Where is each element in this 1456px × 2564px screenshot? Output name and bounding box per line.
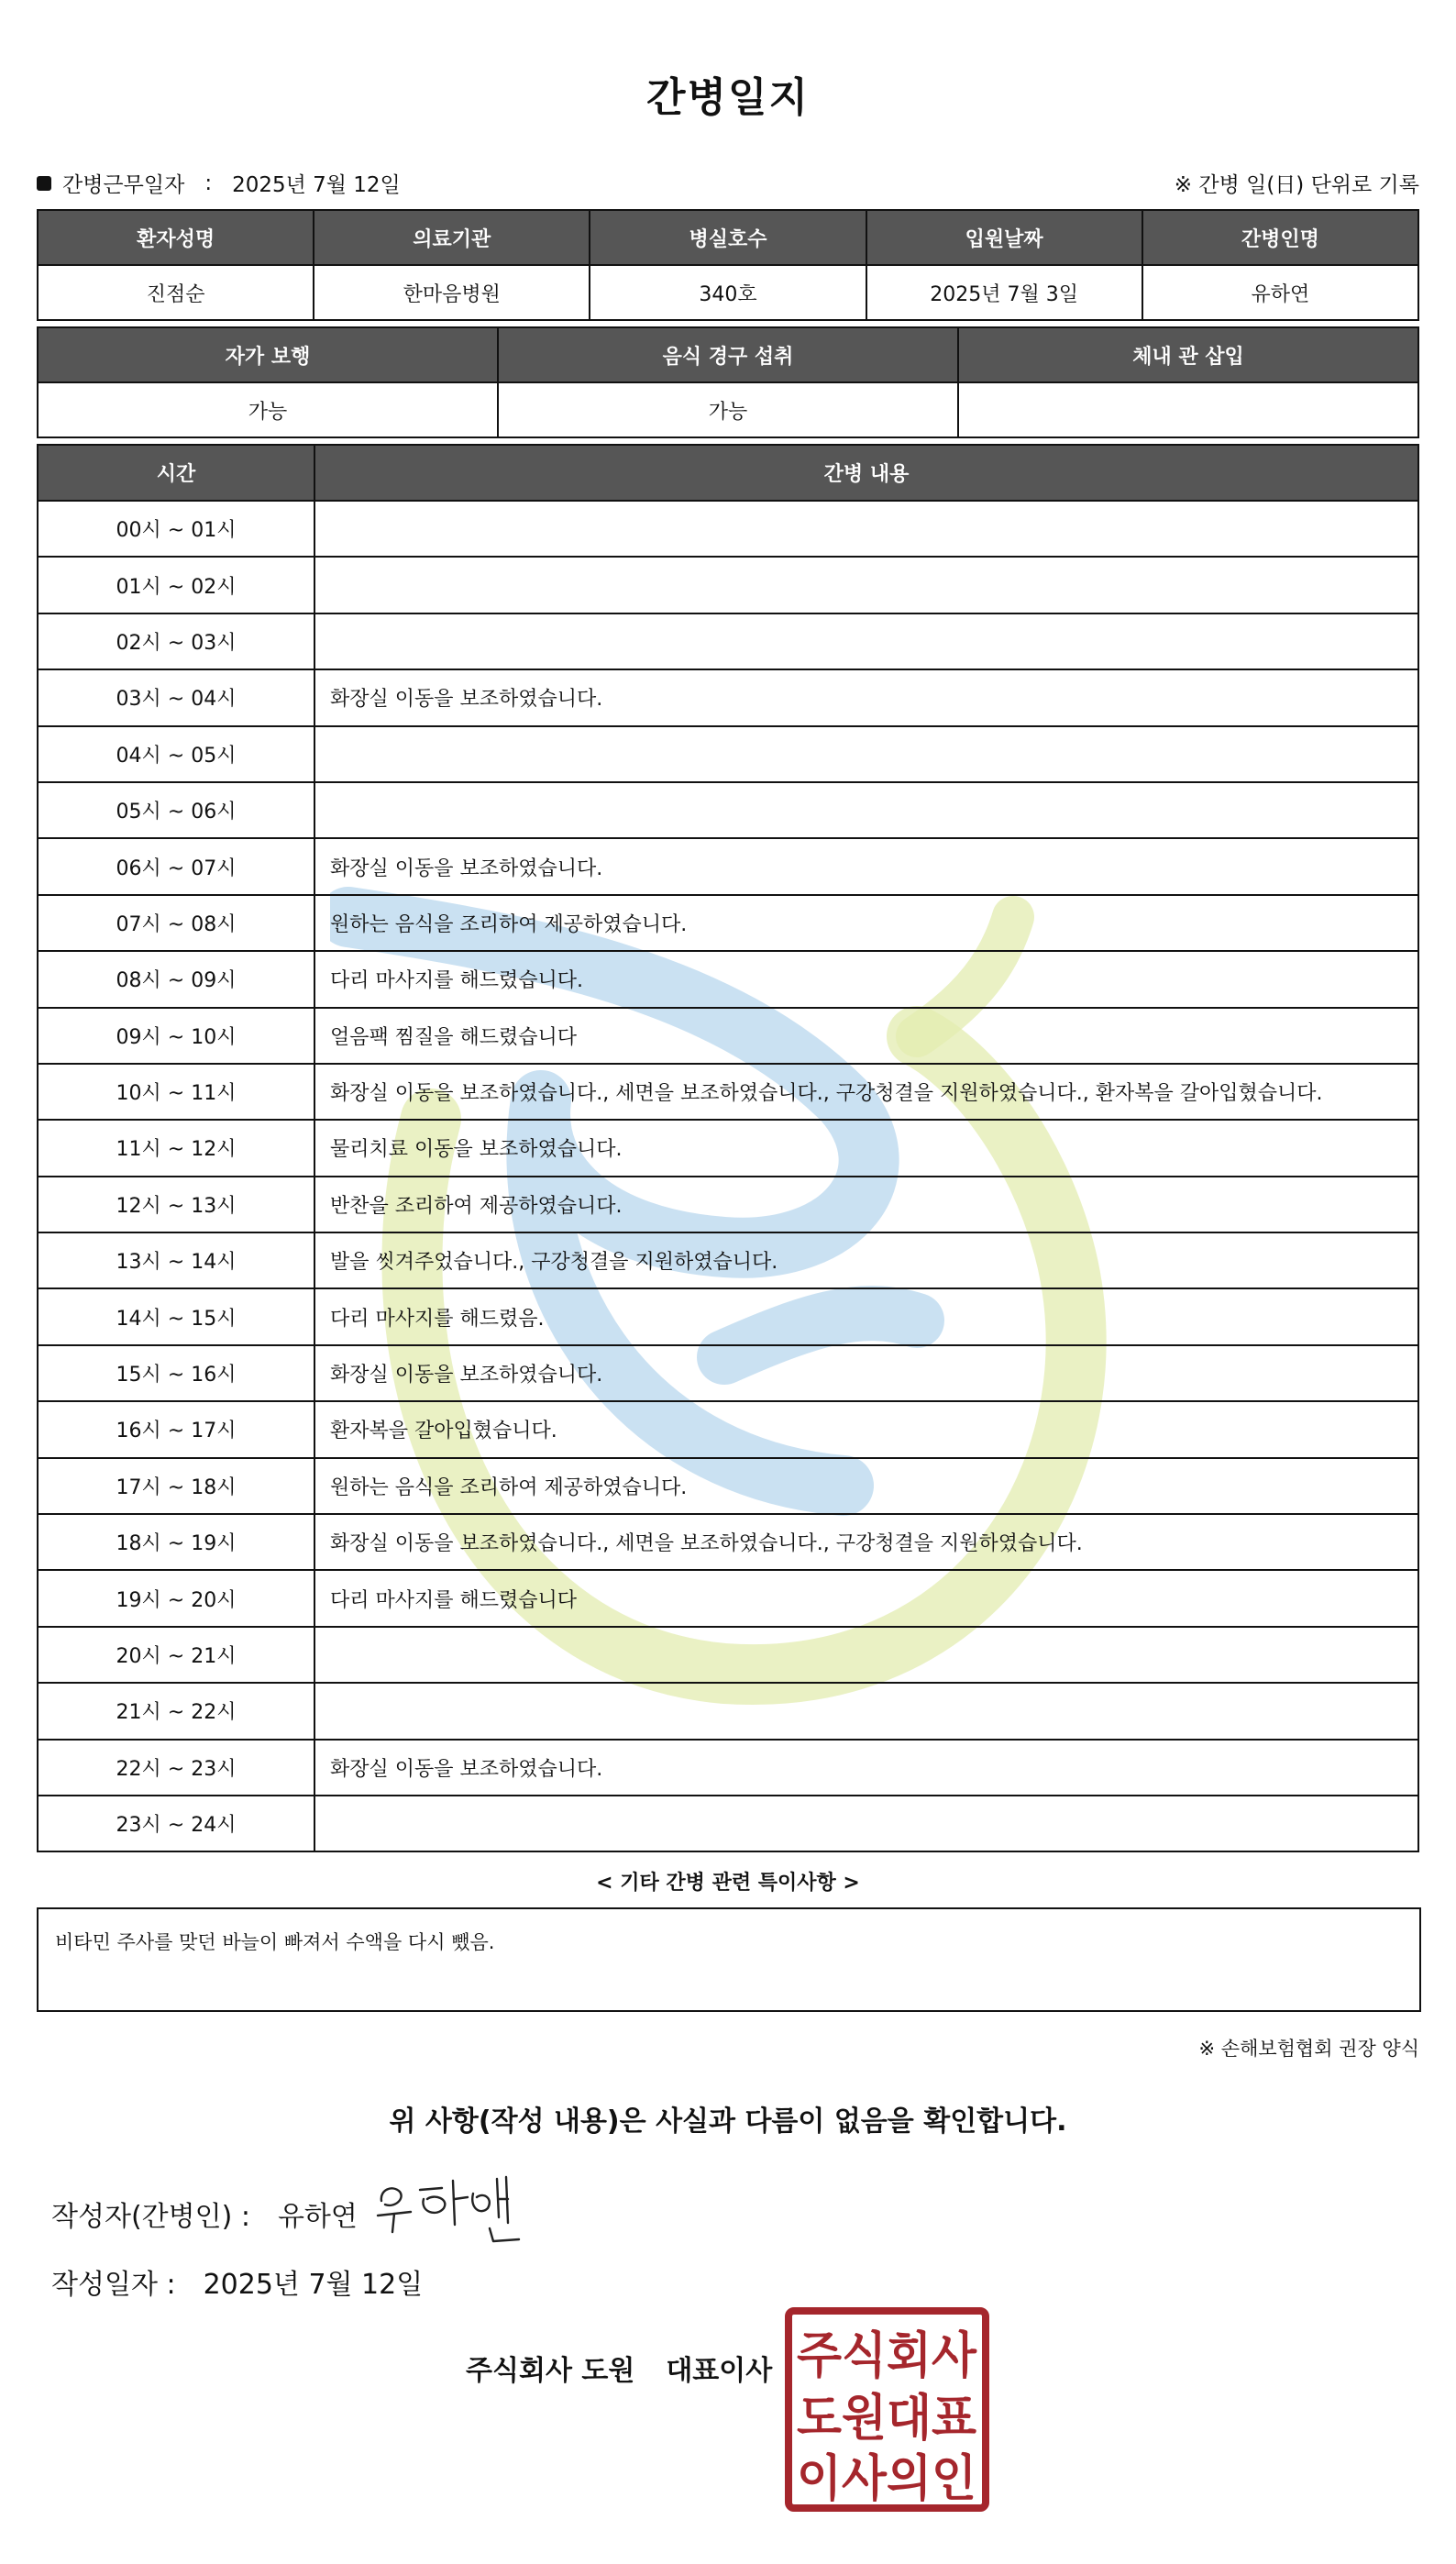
hospital-name: 한마음병원 <box>314 265 590 320</box>
handwritten-signature <box>372 2172 546 2245</box>
log-time-cell: 05시 ~ 06시 <box>38 782 314 838</box>
log-content-cell: 원하는 음식을 조리하여 제공하였습니다. <box>314 895 1418 951</box>
log-time-cell: 18시 ~ 19시 <box>38 1514 314 1570</box>
log-content-cell: 얼음팩 찜질을 해드렸습니다 <box>314 1008 1418 1064</box>
log-time-cell: 13시 ~ 14시 <box>38 1232 314 1288</box>
log-content-cell <box>314 501 1418 557</box>
log-row <box>38 1008 1418 1064</box>
log-row <box>38 838 1418 894</box>
log-content-cell <box>314 1683 1418 1739</box>
status-header-row <box>38 327 1418 382</box>
log-time-cell: 02시 ~ 03시 <box>38 613 314 669</box>
oral-intake-value: 가능 <box>498 382 958 437</box>
log-row <box>38 1345 1418 1401</box>
company-line <box>466 2348 772 2388</box>
write-date-label: 작성일자 : <box>51 2269 176 2301</box>
log-time-cell: 07시 ~ 08시 <box>38 895 314 951</box>
log-row <box>38 1740 1418 1796</box>
work-date-label: 간병근무일자 <box>62 173 185 197</box>
header-oral-intake: 음식 경구 섭취 <box>498 327 958 382</box>
log-row <box>38 1288 1418 1344</box>
log-row <box>38 782 1418 838</box>
patient-info-header-row <box>38 210 1418 265</box>
log-time-cell: 16시 ~ 17시 <box>38 1401 314 1457</box>
log-row <box>38 501 1418 557</box>
log-row <box>38 951 1418 1007</box>
header-self-walking: 자가 보행 <box>38 327 498 382</box>
seal-line-3: 이사의인 <box>797 2449 976 2507</box>
log-time-cell: 15시 ~ 16시 <box>38 1345 314 1401</box>
log-time-cell: 09시 ~ 10시 <box>38 1008 314 1064</box>
room-number: 340호 <box>590 265 866 320</box>
log-time-cell: 14시 ~ 15시 <box>38 1288 314 1344</box>
patient-info-table <box>37 209 1419 321</box>
log-content-cell: 원하는 음식을 조리하여 제공하였습니다. <box>314 1458 1418 1514</box>
log-content-cell: 물리치료 이동을 보조하였습니다. <box>314 1120 1418 1176</box>
document-title: 간병일지 <box>645 74 810 121</box>
patient-status-table <box>37 326 1419 438</box>
confirmation-statement: 위 사항(작성 내용)은 사실과 다름이 없음을 확인합니다. <box>389 2105 1067 2138</box>
writer-name: 유하연 <box>277 2201 358 2233</box>
log-content-cell: 다리 마사지를 해드렸습니다 <box>314 1570 1418 1626</box>
patient-info-value-row <box>38 265 1418 320</box>
log-content-cell: 화장실 이동을 보조하였습니다., 세면을 보조하였습니다., 구강청결을 지원하였습니다., 환자복을 갈아입혔습니다. <box>314 1064 1418 1120</box>
seal-line-1: 주식회사 <box>797 2326 977 2384</box>
log-content-cell: 발을 씻겨주었습니다., 구강청결을 지원하였습니다. <box>314 1232 1418 1288</box>
log-time-cell: 11시 ~ 12시 <box>38 1120 314 1176</box>
log-row <box>38 1401 1418 1457</box>
company-representative-title: 대표이사 <box>666 2355 773 2387</box>
header-patient-name: 환자성명 <box>38 210 314 265</box>
log-time-cell: 08시 ~ 09시 <box>38 951 314 1007</box>
log-content-cell: 화장실 이동을 보조하였습니다. <box>314 669 1418 725</box>
log-content-cell: 화장실 이동을 보조하였습니다. <box>314 1740 1418 1796</box>
log-time-cell: 10시 ~ 11시 <box>38 1064 314 1120</box>
hourly-care-log-table <box>37 444 1419 1852</box>
work-date-line <box>37 168 401 198</box>
log-row <box>38 726 1418 782</box>
caregiver-name: 유하연 <box>1142 265 1418 320</box>
header-room: 병실호수 <box>590 210 866 265</box>
log-row <box>38 895 1418 951</box>
log-time-cell: 12시 ~ 13시 <box>38 1177 314 1232</box>
log-time-cell: 06시 ~ 07시 <box>38 838 314 894</box>
log-row <box>38 1514 1418 1570</box>
log-row <box>38 1064 1418 1120</box>
patient-name: 진점순 <box>38 265 314 320</box>
log-time-cell: 04시 ~ 05시 <box>38 726 314 782</box>
tube-insertion-value <box>958 382 1418 437</box>
daily-record-note: ※ 간병 일(日) 단위로 기록 <box>1174 173 1419 197</box>
special-notes-text: 비타민 주사를 맞던 바늘이 빠져서 수액을 다시 뺐음. <box>55 1931 495 1953</box>
write-date-value: 2025년 7월 12일 <box>203 2269 424 2301</box>
log-table-body <box>38 501 1418 1851</box>
log-row <box>38 1177 1418 1232</box>
special-notes-box <box>37 1907 1421 2012</box>
log-time-cell: 17시 ~ 18시 <box>38 1458 314 1514</box>
log-time-cell: 19시 ~ 20시 <box>38 1570 314 1626</box>
header-caregiver-name: 간병인명 <box>1142 210 1418 265</box>
company-seal-stamp <box>784 2306 990 2513</box>
log-content-cell <box>314 1627 1418 1683</box>
log-content-cell <box>314 613 1418 669</box>
writer-line <box>51 2194 358 2234</box>
log-time-cell: 22시 ~ 23시 <box>38 1740 314 1796</box>
log-content-cell <box>314 726 1418 782</box>
log-time-cell: 00시 ~ 01시 <box>38 501 314 557</box>
header-tube-insertion: 체내 관 삽입 <box>958 327 1418 382</box>
header-care-content: 간병 내용 <box>314 445 1418 501</box>
log-content-cell: 화장실 이동을 보조하였습니다., 세면을 보조하였습니다., 구강청결을 지원하였습니다. <box>314 1514 1418 1570</box>
log-row <box>38 1627 1418 1683</box>
header-admission-date: 입원날짜 <box>866 210 1142 265</box>
log-header-row <box>38 445 1418 501</box>
header-hospital: 의료기관 <box>314 210 590 265</box>
recommended-form-note: ※ 손해보험협회 권장 양식 <box>1198 2038 1419 2060</box>
log-content-cell: 화장실 이동을 보조하였습니다. <box>314 838 1418 894</box>
write-date-line <box>51 2261 423 2302</box>
work-date-value: 2025년 7월 12일 <box>232 173 401 197</box>
log-content-cell <box>314 782 1418 838</box>
admission-date: 2025년 7월 3일 <box>866 265 1142 320</box>
log-content-cell: 다리 마사지를 해드렸습니다. <box>314 951 1418 1007</box>
company-name: 주식회사 도원 <box>466 2355 635 2387</box>
log-row <box>38 1458 1418 1514</box>
log-row <box>38 557 1418 613</box>
log-row <box>38 1120 1418 1176</box>
work-date-colon: : <box>204 171 213 195</box>
log-time-cell: 01시 ~ 02시 <box>38 557 314 613</box>
log-content-cell <box>314 1796 1418 1851</box>
special-notes-title: < 기타 간병 관련 특이사항 > <box>596 1872 860 1895</box>
status-value-row <box>38 382 1418 437</box>
log-row <box>38 613 1418 669</box>
log-row <box>38 1683 1418 1739</box>
log-content-cell: 반찬을 조리하여 제공하였습니다. <box>314 1177 1418 1232</box>
log-content-cell <box>314 557 1418 613</box>
log-time-cell: 20시 ~ 21시 <box>38 1627 314 1683</box>
seal-line-2: 도원대표 <box>797 2389 976 2447</box>
log-row <box>38 1796 1418 1851</box>
log-row <box>38 1570 1418 1626</box>
log-content-cell: 다리 마사지를 해드렸음. <box>314 1288 1418 1344</box>
header-time: 시간 <box>38 445 314 501</box>
self-walking-value: 가능 <box>38 382 498 437</box>
log-time-cell: 03시 ~ 04시 <box>38 669 314 725</box>
writer-label: 작성자(간병인) : <box>51 2201 250 2233</box>
square-bullet-icon <box>37 176 51 191</box>
log-time-cell: 23시 ~ 24시 <box>38 1796 314 1851</box>
log-row <box>38 1232 1418 1288</box>
log-content-cell: 화장실 이동을 보조하였습니다. <box>314 1345 1418 1401</box>
log-row <box>38 669 1418 725</box>
log-time-cell: 21시 ~ 22시 <box>38 1683 314 1739</box>
log-content-cell: 환자복을 갈아입혔습니다. <box>314 1401 1418 1457</box>
